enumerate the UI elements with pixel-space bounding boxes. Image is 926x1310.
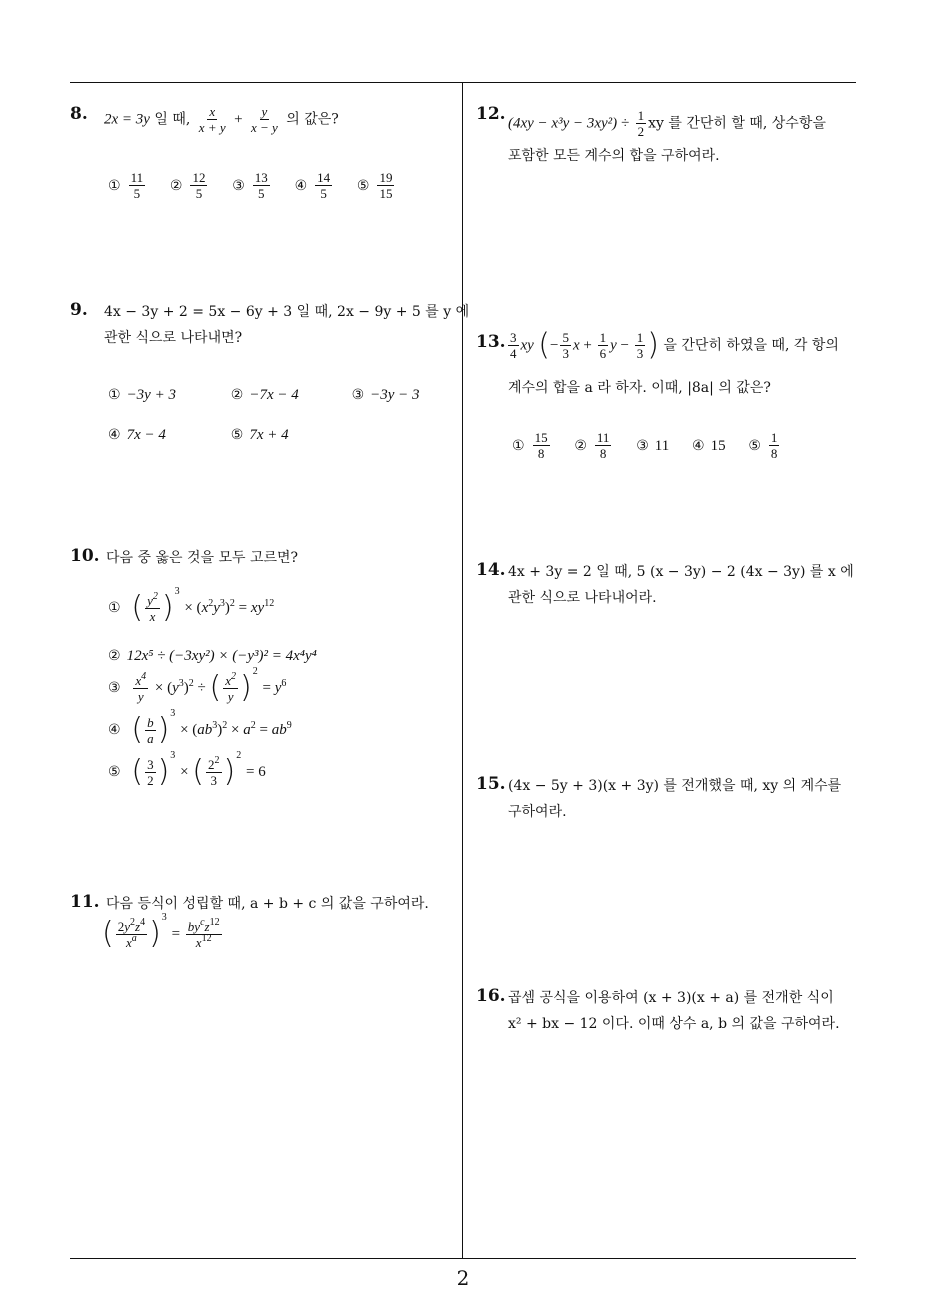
question-text-line-1: 4x − 3y + 2 = 5x − 6y + 3 일 때, 2x − 9y + 5 를 y 에: [104, 304, 470, 320]
choice-4[interactable]: ④ $\frac{14}{5}$: [294, 170, 331, 201]
question-text-line-2: 계수의 합을 a 라 하자. 이때, |8a| 의 값은?: [508, 380, 771, 396]
choice-5[interactable]: ⑤ ( $\frac{3}{2}$ )$^3$ × ( $\frac{2^2}{3}$ )$^2$ = 6: [108, 750, 266, 789]
choice-1[interactable]: ① $\frac{11}{5}$: [108, 170, 144, 201]
answer-choices: [108, 170, 414, 201]
choice-5[interactable]: ⑤ $\frac{1}{8}$: [748, 430, 778, 461]
column-divider: [462, 82, 463, 1259]
choice-4[interactable]: ④ 7x − 4: [108, 426, 166, 443]
question-number: 15.: [476, 774, 506, 794]
answer-choices-row-1: [108, 384, 438, 404]
question-text-line-2: 관한 식으로 나타내어라.: [508, 590, 657, 606]
choice-4[interactable]: ④ 15: [692, 438, 726, 454]
question-text-line-1: $\frac{3}{4}$ xy (− $\frac{5}{3}$ x + $\frac{1}{6}$ y − $\frac{1}{3}$ ) 을 간단히 하였을 때, 각 항의: [510, 327, 839, 363]
answer-choices: [512, 430, 799, 461]
choice-2[interactable]: ② 12x⁵ ÷ (−3xy²) × (−y³)² = 4x⁴y⁴: [108, 648, 317, 664]
question-number: 14.: [476, 560, 506, 580]
choice-3[interactable]: ③ −3y − 3: [351, 386, 420, 403]
question-text-line-2: 포함한 모든 계수의 합을 구하여라.: [508, 148, 720, 164]
page-number: 2: [456, 1266, 470, 1290]
question-number: 12.: [476, 104, 506, 124]
choice-3[interactable]: ③ 11: [636, 438, 670, 454]
question-text-line-2: x² + bx − 12 이다. 이때 상수 a, b 의 값을 구하여라.: [508, 1016, 840, 1032]
question-text-line-1: (4x − 5y + 3)(x + 3y) 를 전개했을 때, xy 의 계수를: [508, 778, 842, 794]
question-number: 9.: [70, 300, 88, 320]
choice-5[interactable]: ⑤ 7x + 4: [230, 426, 289, 443]
choice-1[interactable]: ① $\frac{15}{8}$: [512, 430, 548, 461]
choice-4[interactable]: ④ ( $\frac{b}{a}$ )$^3 \times (ab^3)^2 \times a^2 = ab^9$: [108, 708, 292, 747]
equation: ( $\frac{2y^2z^4}{x^a}$ )$^3$ = $\frac{by^cz^{12}}{x^{12}}$: [102, 912, 220, 951]
answer-choices-row-2: [108, 424, 307, 444]
question-text-line-2: 관한 식으로 나타내면?: [104, 330, 243, 346]
question-text-line-1: 곱셈 공식을 이용하여 (x + 3)(x + a) 를 전개한 식이: [508, 990, 834, 1006]
choice-2[interactable]: ② −7x − 4: [230, 386, 299, 403]
question-text: 다음 등식이 성립할 때, a + b + c 의 값을 구하여라.: [106, 896, 429, 912]
question-number: 8.: [70, 104, 88, 124]
choice-1[interactable]: ① ( $\frac{y^2}{x}$ )$^3 \times (x^2y^3)^2 = xy^{12}$: [108, 586, 275, 625]
choice-2[interactable]: ② $\frac{11}{8}$: [574, 430, 610, 461]
choice-3[interactable]: ③ $\frac{13}{5}$: [232, 170, 268, 201]
bottom-rule: [70, 1258, 856, 1259]
question-text: 2x = 3y 일 때, $\frac{x}{x + y}$ + $\frac{y}{x - y}$ 의 값은?: [104, 104, 339, 135]
choice-3[interactable]: ③ $\frac{x^4}{y}$ × $(y^3)^2$ ÷ ( $\frac{x^2}{y}$ )$^2 = y^6$: [108, 666, 287, 705]
question-number: 13.: [476, 332, 506, 352]
question-number: 16.: [476, 986, 506, 1006]
choice-1[interactable]: ① −3y + 3: [108, 386, 176, 403]
question-text: 다음 중 옳은 것을 모두 고르면?: [106, 550, 299, 566]
question-text-line-1: (4xy − x³y − 3xy²) ÷ $\frac{1}{2}$ xy 를 간단히 할 때, 상수항을: [508, 108, 826, 139]
choice-5[interactable]: ⑤ $\frac{19}{15}$: [356, 170, 393, 201]
question-number: 11.: [70, 892, 100, 912]
question-text-line-1: 4x + 3y = 2 일 때, 5 (x − 3y) − 2 (4x − 3y) 를 x 에: [508, 564, 854, 580]
choice-2[interactable]: ② $\frac{12}{5}$: [169, 170, 206, 201]
question-text-line-2: 구하여라.: [508, 804, 567, 820]
question-number: 10.: [70, 546, 100, 566]
